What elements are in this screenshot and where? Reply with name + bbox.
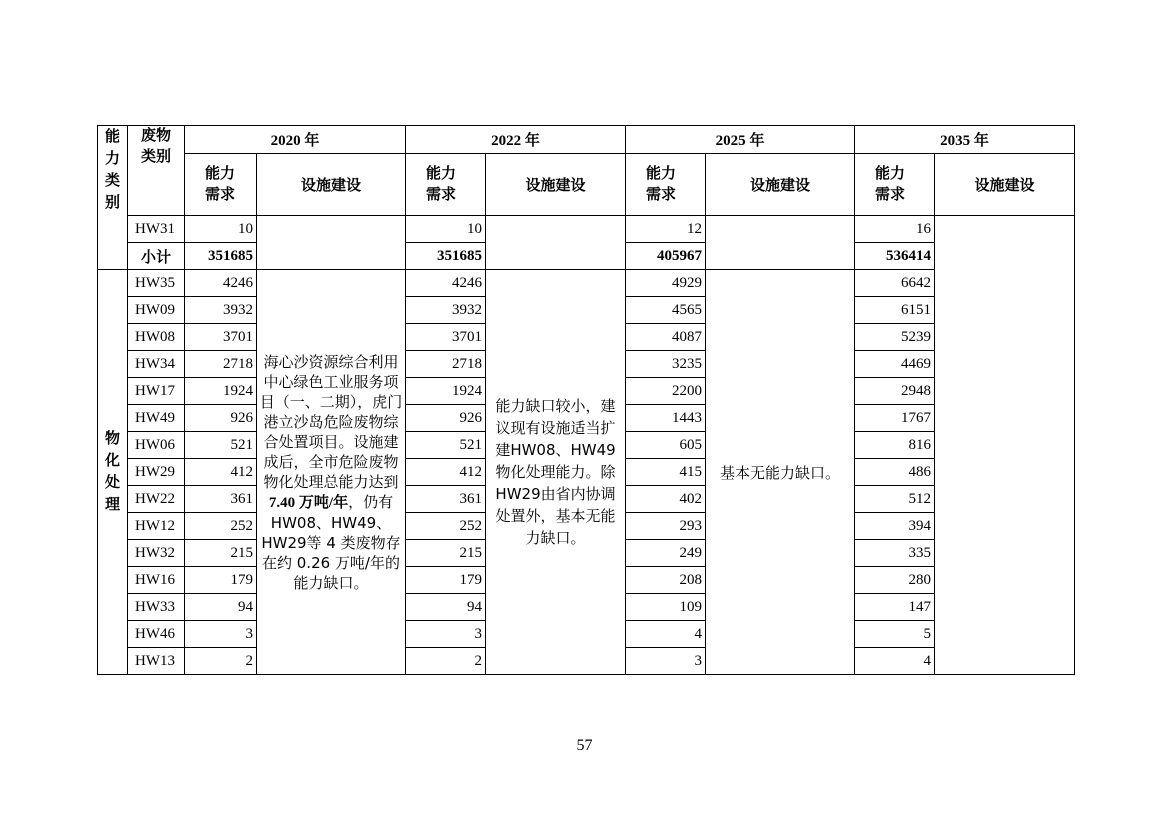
need-value: 4 (626, 621, 706, 648)
need-value: 94 (185, 594, 257, 621)
subtotal-value: 351685 (406, 243, 486, 270)
facility-header: 设施建设 (935, 154, 1075, 216)
need-value: 252 (185, 513, 257, 540)
need-value: 3 (626, 648, 706, 675)
waste-code: HW06 (128, 432, 185, 459)
need-value: 1924 (185, 378, 257, 405)
need-value: 521 (406, 432, 486, 459)
need-value: 1443 (626, 405, 706, 432)
waste-code: HW16 (128, 567, 185, 594)
facility-note-2020: 海心沙资源综合利用中心绿色工业服务项目（一、二期），虎门港立沙岛危险废物综合处置项目。设施建成后，全市危险废物物化处理总能力达到7.40 万吨/年，仍有HW08、HW49、HW29等 4 类废物存在约 0.26 万吨/年的能力缺口。 (257, 270, 406, 675)
need-value: 10 (406, 216, 486, 243)
sub-header-row (98, 154, 1075, 216)
facility-cell (257, 216, 406, 270)
need-value: 4929 (626, 270, 706, 297)
year-header: 2020 年 (185, 126, 406, 154)
year-header: 2022 年 (406, 126, 626, 154)
waste-code: HW29 (128, 459, 185, 486)
facility-cell (706, 216, 855, 270)
subtotal-value: 351685 (185, 243, 257, 270)
need-header: 能力 需求 (185, 154, 257, 216)
need-value: 3932 (185, 297, 257, 324)
need-value: 2948 (855, 378, 935, 405)
need-value: 12 (626, 216, 706, 243)
waste-code: HW31 (128, 216, 185, 243)
need-value: 486 (855, 459, 935, 486)
waste-code: HW17 (128, 378, 185, 405)
need-value: 94 (406, 594, 486, 621)
need-value: 412 (185, 459, 257, 486)
need-value: 2 (406, 648, 486, 675)
waste-code: HW08 (128, 324, 185, 351)
need-value: 3235 (626, 351, 706, 378)
table-row (98, 216, 1075, 243)
need-value: 208 (626, 567, 706, 594)
need-value: 3701 (406, 324, 486, 351)
need-value: 4246 (185, 270, 257, 297)
need-value: 335 (855, 540, 935, 567)
waste-code: HW09 (128, 297, 185, 324)
need-value: 4469 (855, 351, 935, 378)
need-value: 215 (406, 540, 486, 567)
need-value: 2200 (626, 378, 706, 405)
need-value: 816 (855, 432, 935, 459)
subtotal-label: 小计 (128, 243, 185, 270)
need-value: 4087 (626, 324, 706, 351)
need-value: 415 (626, 459, 706, 486)
need-value: 2 (185, 648, 257, 675)
waste-code: HW49 (128, 405, 185, 432)
need-value: 249 (626, 540, 706, 567)
need-value: 2718 (185, 351, 257, 378)
subtotal-value: 405967 (626, 243, 706, 270)
need-header: 能力 需求 (855, 154, 935, 216)
need-value: 3701 (185, 324, 257, 351)
facility-note-2022: 能力缺口较小，建议现有设施适当扩建HW08、HW49 物化处理能力。除 HW29由省内协调处置外，基本无能力缺口。 (486, 270, 626, 675)
need-value: 3 (185, 621, 257, 648)
need-value: 926 (185, 405, 257, 432)
need-value: 16 (855, 216, 935, 243)
need-value: 394 (855, 513, 935, 540)
need-value: 252 (406, 513, 486, 540)
waste-code: HW46 (128, 621, 185, 648)
need-value: 3 (406, 621, 486, 648)
need-value: 4 (855, 648, 935, 675)
capacity-table (97, 125, 1075, 675)
waste-code: HW22 (128, 486, 185, 513)
need-value: 109 (626, 594, 706, 621)
need-value: 280 (855, 567, 935, 594)
need-value: 3932 (406, 297, 486, 324)
need-header: 能力 需求 (626, 154, 706, 216)
need-value: 361 (185, 486, 257, 513)
need-value: 412 (406, 459, 486, 486)
need-value: 1924 (406, 378, 486, 405)
category-header: 能 力 类 别 (98, 126, 128, 270)
need-value: 2718 (406, 351, 486, 378)
need-value: 512 (855, 486, 935, 513)
need-value: 4246 (406, 270, 486, 297)
need-value: 926 (406, 405, 486, 432)
need-header: 能力 需求 (406, 154, 486, 216)
waste-code: HW34 (128, 351, 185, 378)
year-header: 2035 年 (855, 126, 1075, 154)
waste-code: HW13 (128, 648, 185, 675)
need-value: 179 (185, 567, 257, 594)
need-value: 293 (626, 513, 706, 540)
year-header-row (98, 126, 1075, 154)
facility-note-2025: 基本无能力缺口。 (706, 270, 855, 675)
facility-header: 设施建设 (706, 154, 855, 216)
need-value: 6642 (855, 270, 935, 297)
waste-code: HW12 (128, 513, 185, 540)
facility-header: 设施建设 (486, 154, 626, 216)
waste-code: HW35 (128, 270, 185, 297)
facility-header: 设施建设 (257, 154, 406, 216)
need-value: 6151 (855, 297, 935, 324)
category-cell: 物 化 处 理 (98, 270, 128, 675)
need-value: 521 (185, 432, 257, 459)
need-value: 1767 (855, 405, 935, 432)
need-value: 361 (406, 486, 486, 513)
need-value: 605 (626, 432, 706, 459)
subtotal-value: 536414 (855, 243, 935, 270)
need-value: 5239 (855, 324, 935, 351)
page-number: 57 (576, 737, 593, 754)
need-value: 215 (185, 540, 257, 567)
need-value: 10 (185, 216, 257, 243)
need-value: 5 (855, 621, 935, 648)
need-value: 4565 (626, 297, 706, 324)
facility-cell (486, 216, 626, 270)
need-value: 402 (626, 486, 706, 513)
waste-code: HW33 (128, 594, 185, 621)
table-row (98, 270, 1075, 297)
year-header: 2025 年 (626, 126, 855, 154)
waste-type-header: 废物 类别 (128, 126, 185, 216)
need-value: 179 (406, 567, 486, 594)
facility-cell-2035 (935, 216, 1075, 675)
waste-code: HW32 (128, 540, 185, 567)
need-value: 147 (855, 594, 935, 621)
